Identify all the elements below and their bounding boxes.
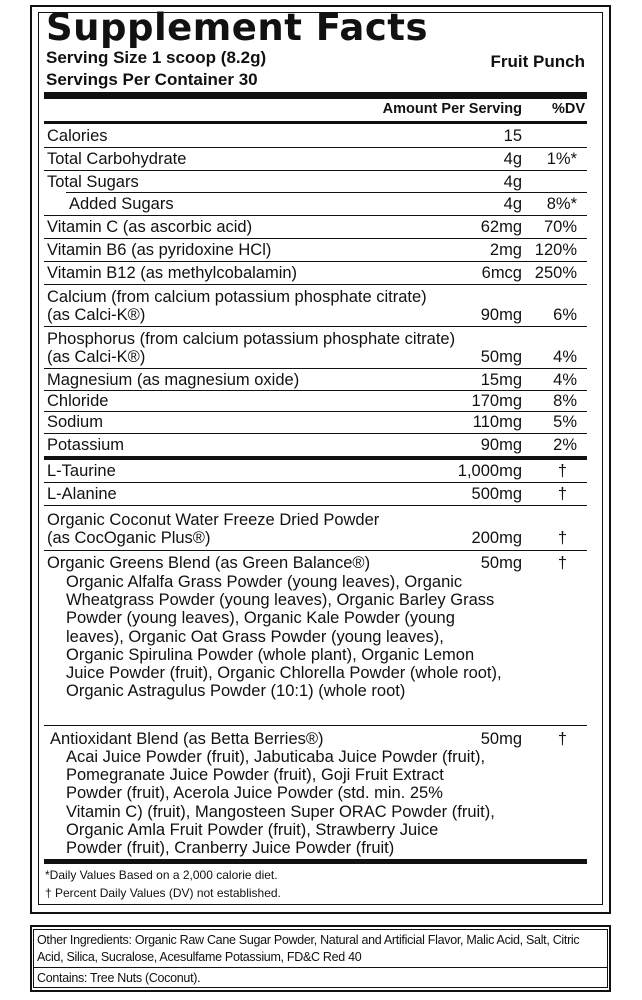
nutrient-dv: 4%	[553, 348, 577, 366]
ingredients-divider	[34, 967, 607, 968]
ingredient-dv: †	[557, 529, 567, 547]
nutrient-amount: 4g	[503, 195, 522, 213]
table-row	[44, 215, 587, 238]
table-row	[44, 284, 587, 326]
column-header-bar	[44, 121, 587, 124]
ingredient-dv: †	[557, 730, 567, 748]
table-row	[66, 192, 587, 215]
nutrient-name-source: (as Calci-K®)	[47, 348, 146, 366]
other-ingredients: Other Ingredients: Organic Raw Cane Sugar Powder, Natural and Artificial Flavor, Malic Acid, Salt, Citric Acid, Silica, Sucralose, Acesulfame Potassium, FD&C Red 40	[37, 933, 580, 964]
nutrient-amount: 4g	[503, 150, 522, 168]
table-row	[44, 170, 587, 192]
table-row	[44, 261, 587, 284]
nutrient-amount: 50mg	[480, 348, 522, 366]
ingredient-dv: †	[557, 485, 567, 503]
nutrient-amount: 2mg	[489, 241, 522, 259]
allergen-statement: Contains: Tree Nuts (Coconut).	[37, 971, 201, 985]
ingredient-name: Organic Coconut Water Freeze Dried Powder	[47, 511, 380, 529]
footnote-divider-bar	[44, 859, 587, 864]
nutrient-name: Potassium	[47, 436, 125, 454]
ingredient-amount: 50mg	[480, 554, 522, 572]
nutrient-dv: 8%*	[546, 195, 577, 213]
ingredient-dv: †	[557, 554, 567, 572]
nutrient-dv: 4%	[553, 371, 577, 389]
ingredient-name-source: (as CocOganic Plus®)	[47, 529, 211, 547]
nutrient-amount: 90mg	[480, 306, 522, 324]
nutrient-name: Added Sugars	[69, 195, 174, 213]
ingredient-amount: 1,000mg	[457, 462, 522, 480]
table-row	[44, 238, 587, 261]
nutrient-name-source: (as Calci-K®)	[47, 306, 146, 324]
nutrient-dv: 6%	[553, 306, 577, 324]
nutrient-amount: 90mg	[480, 436, 522, 454]
daily-value-footnote: *Daily Values Based on a 2,000 calorie diet.	[45, 868, 278, 882]
nutrient-dv: 5%	[553, 413, 577, 431]
nutrient-name: Calories	[47, 127, 108, 145]
ingredient-amount: 200mg	[471, 529, 522, 547]
blend-components: Organic Alfalfa Grass Powder (young leaves), Organic Wheatgrass Powder (young leaves), Organic Barley Grass Powder (young leaves), Organic Kale Powder (young leaves), Organic Oat Grass Powder (young leaves), Organic Spirulina Powder (whole plant), Organic Lemon Juice Powder (fruit), Organic Chlorella Powder (whole root), Organic Astragulus Powder (10:1) (whole root)	[66, 573, 502, 701]
nutrient-name: Magnesium (as magnesium oxide)	[47, 371, 300, 389]
servings-per-container: Servings Per Container 30	[46, 70, 258, 89]
serving-size: Serving Size 1 scoop (8.2g)	[46, 48, 267, 67]
table-row	[44, 390, 587, 411]
nutrient-name: Calcium (from calcium potassium phosphate citrate)	[47, 288, 427, 306]
dv-header: %DV	[551, 101, 585, 117]
table-row	[44, 147, 587, 170]
table-row	[44, 368, 587, 390]
nutrient-name: Total Carbohydrate	[47, 150, 187, 168]
amount-per-serving-header: Amount Per Serving	[382, 101, 522, 117]
nutrient-amount: 6mcg	[481, 264, 522, 282]
dv-not-established-footnote: † Percent Daily Values (DV) not established.	[45, 886, 281, 900]
nutrient-dv: 250%	[534, 264, 577, 282]
ingredient-dv: †	[557, 462, 567, 480]
label-title: Supplement Facts	[46, 6, 429, 49]
nutrient-amount: 62mg	[480, 218, 522, 236]
nutrient-name: Vitamin B6 (as pyridoxine HCl)	[47, 241, 272, 259]
table-row	[44, 460, 587, 482]
table-row	[44, 725, 587, 859]
nutrient-dv: 70%	[543, 218, 577, 236]
ingredient-amount: 50mg	[480, 730, 522, 748]
table-row	[44, 433, 587, 456]
nutrient-name: Sodium	[47, 413, 103, 431]
nutrient-name: Total Sugars	[47, 173, 139, 191]
nutrient-dv: 1%*	[546, 150, 577, 168]
table-row	[44, 505, 587, 550]
nutrient-dv: 120%	[534, 241, 577, 259]
nutrient-name: Chloride	[47, 392, 109, 410]
table-row	[44, 411, 587, 433]
table-row	[44, 126, 587, 147]
ingredient-name: Organic Greens Blend (as Green Balance®)	[47, 554, 371, 572]
nutrient-name: Vitamin B12 (as methylcobalamin)	[47, 264, 298, 282]
flavor: Fruit Punch	[490, 52, 585, 71]
table-row	[44, 550, 587, 725]
nutrient-amount: 4g	[503, 173, 522, 191]
header-thick-bar	[44, 92, 587, 99]
nutrient-name: Phosphorus (from calcium potassium phosphate citrate)	[47, 330, 456, 348]
nutrient-amount: 110mg	[472, 413, 522, 431]
ingredient-amount: 500mg	[471, 485, 522, 503]
ingredient-name: L-Alanine	[47, 485, 117, 503]
nutrient-amount: 15	[503, 127, 522, 145]
nutrient-amount: 170mg	[471, 392, 522, 410]
nutrient-dv: 2%	[553, 436, 577, 454]
nutrient-amount: 15mg	[480, 371, 522, 389]
blend-components: Acai Juice Powder (fruit), Jabuticaba Juice Powder (fruit), Pomegranate Juice Powder (fruit), Goji Fruit Extract Powder (fruit), Acerola Juice Powder (std. min. 25% Vitamin C) (fruit), Mangosteen Super ORAC Powder (fruit), Organic Amla Fruit Powder (fruit), Strawberry Juice Powder (fruit), Cranberry Juice Powder (fruit)	[66, 748, 495, 858]
ingredient-name: L-Taurine	[47, 462, 116, 480]
table-row	[44, 482, 587, 505]
ingredient-name: Antioxidant Blend (as Betta Berries®)	[50, 730, 324, 748]
table-row	[44, 326, 587, 368]
nutrient-dv: 8%	[553, 392, 577, 410]
nutrient-name: Vitamin C (as ascorbic acid)	[47, 218, 253, 236]
